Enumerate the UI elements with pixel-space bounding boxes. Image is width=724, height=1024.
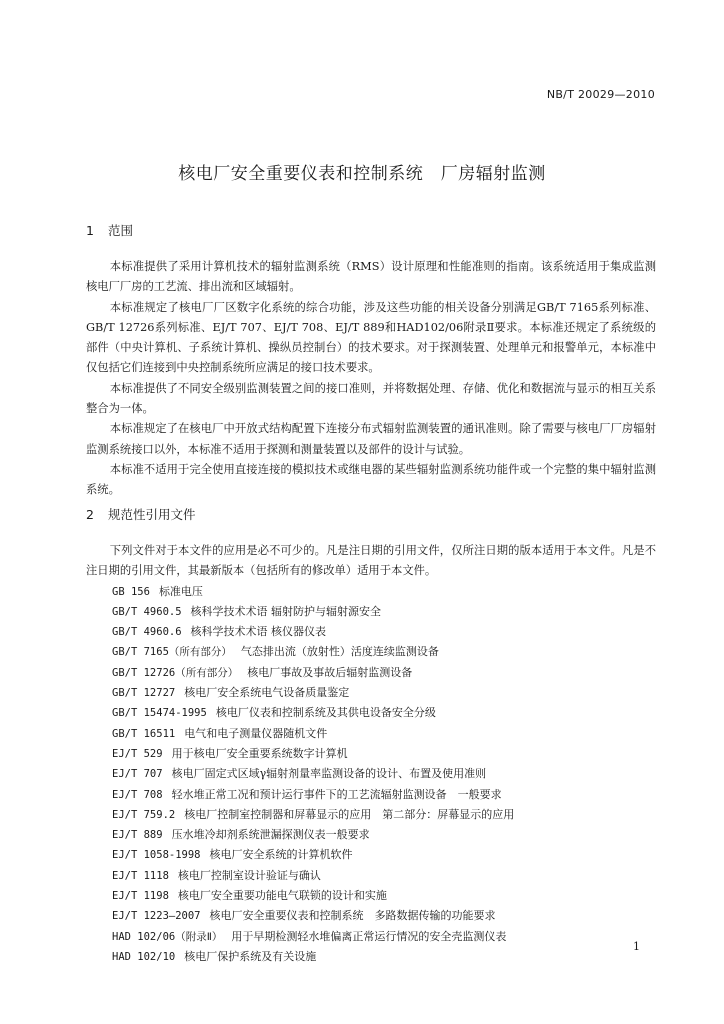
section-heading-scope (86, 221, 133, 239)
reference-code: GB/T 4960.5 (112, 605, 182, 618)
reference-title: 核电厂安全重要仪表和控制系统 多路数据传输的功能要求 (209, 909, 496, 923)
reference-code: EJ/T 889 (112, 829, 163, 842)
paragraph: 本标准提供了不同安全级别监测装置之间的接口准则，并将数据处理、存储、优化和数据流与显示的相互关系整合为一体。 (86, 381, 656, 416)
reference-code: GB/T 7165（所有部分） (112, 646, 232, 659)
reference-title: 用于核电厂安全重要系统数字计算机 (171, 746, 348, 760)
section-heading-normative-references (86, 505, 196, 523)
page-title: 核电厂安全重要仪表和控制系统 厂房辐射监测 (178, 164, 546, 184)
reference-title: 用于早期检测轻水堆偏离正常运行情况的安全壳监测仪表 (231, 929, 507, 943)
reference-item (86, 663, 656, 683)
reference-list (86, 582, 656, 968)
section-number: 1 (86, 223, 94, 238)
reference-code: GB/T 16511 (112, 727, 176, 740)
reference-item (86, 785, 656, 805)
reference-title: 核电厂安全系统电气设备质量鉴定 (184, 686, 350, 700)
reference-title: 压水堆冷却剂系统泄漏探测仪表一般要求 (171, 828, 370, 842)
reference-item (86, 825, 656, 845)
reference-item (86, 683, 656, 703)
reference-title: 气态排出流（放射性）活度连续监测设备 (240, 645, 439, 659)
page-number: 1 (633, 940, 640, 953)
reference-code: HAD 102/10 (112, 950, 176, 963)
reference-item (86, 845, 656, 865)
reference-item (86, 602, 656, 622)
paragraph: 本标准规定了在核电厂中开放式结构配置下连接分布式辐射监测装置的通讯准则。除了需要与核电厂厂房辐射监测系统接口以外，本标准不适用于探测和测量装置以及部件的设计与试验。 (86, 422, 656, 456)
reference-item (86, 744, 656, 764)
reference-title: 核电厂固定式区域γ辐射剂量率监测设备的设计、布置及使用准则 (171, 767, 487, 781)
reference-code: EJ/T 708 (112, 788, 163, 801)
reference-code: EJ/T 1198 (112, 890, 169, 903)
reference-title: 核电厂安全系统的计算机软件 (209, 848, 353, 862)
reference-code: EJ/T 1118 (112, 869, 169, 882)
paragraph: 下列文件对于本文件的应用是必不可少的。凡是注日期的引用文件，仅所注日期的版本适用于本文件。凡是不注日期的引用文件，其最新版本（包括所有的修改单）适用于本文件。 (86, 544, 656, 578)
paragraph: 本标准不适用于完全使用直接连接的模拟技术或继电器的某些辐射监测系统功能件或一个完整的集中辐射监测系统。 (86, 462, 656, 497)
section-title: 规范性引用文件 (108, 507, 196, 522)
reference-item (86, 703, 656, 723)
reference-item (86, 582, 656, 602)
section-body-scope (86, 257, 656, 501)
reference-item (86, 805, 656, 825)
section-title: 范围 (108, 223, 134, 238)
reference-title: 核电厂控制室控制器和屏幕显示的应用 第二部分：屏幕显示的应用 (184, 807, 515, 821)
reference-title: 核电厂安全重要功能电气联锁的设计和实施 (177, 889, 387, 903)
reference-title: 核电厂事故及事故后辐射监测设备 (247, 665, 413, 679)
paragraph: 本标准提供了采用计算机技术的辐射监测系统（RMS）设计原理和性能准则的指南。该系统适用于集成监测核电厂厂房的工艺流、排出流和区域辐射。 (86, 260, 656, 294)
reference-code: EJ/T 1223—2007 (112, 910, 201, 923)
reference-code: EJ/T 707 (112, 768, 163, 781)
section-number: 2 (86, 507, 94, 522)
reference-title: 核电厂控制室设计验证与确认 (177, 868, 321, 882)
reference-code: EJ/T 529 (112, 747, 163, 760)
reference-title: 核电厂仪表和控制系统及其供电设备安全分级 (215, 706, 436, 720)
reference-item (86, 866, 656, 886)
reference-code: HAD 102/06（附录Ⅱ） (112, 930, 223, 943)
reference-code: GB/T 12727 (112, 687, 176, 700)
reference-item (86, 622, 656, 642)
reference-title: 轻水堆正常工况和预计运行事件下的工艺流辐射监测设备 一般要求 (171, 787, 502, 801)
reference-title: 电气和电子测量仪器随机文件 (184, 726, 328, 740)
section-body-normative-references (86, 541, 656, 967)
reference-code: EJ/T 759.2 (112, 808, 176, 821)
reference-item (86, 642, 656, 662)
reference-title: 核科学技术术语 辐射防护与辐射源安全 (190, 604, 382, 618)
reference-item (86, 906, 656, 926)
reference-item (86, 724, 656, 744)
reference-item (86, 927, 656, 947)
reference-code: GB 156 (112, 585, 150, 598)
reference-title: 标准电压 (158, 584, 203, 598)
reference-title: 核科学技术术语 核仪器仪表 (190, 625, 327, 639)
reference-code: EJ/T 1058-1998 (112, 849, 201, 862)
reference-item (86, 764, 656, 784)
reference-title: 核电厂保护系统及有关设施 (184, 949, 317, 963)
reference-item (86, 886, 656, 906)
reference-code: GB/T 12726（所有部分） (112, 666, 239, 679)
standard-code: NB/T 20029—2010 (546, 88, 655, 101)
reference-item (86, 947, 656, 967)
paragraph: 本标准规定了核电厂厂区数字化系统的综合功能，涉及这些功能的相关设备分别满足GB/T 7165系列标准、GB/T 12726系列标准、EJ/T 707、EJ/T 708、EJ/T 889和HAD102/06附录Ⅱ要求。本标准还规定了系统级的部件（中央计算机、子系统计算机、操纵员控制台）的技术要求。对于探测装置、处理单元和报警单元，本标准中仅包括它们连接到中央控制系统所应满足的接口技术要求。 (86, 300, 656, 375)
reference-code: GB/T 15474-1995 (112, 707, 207, 720)
reference-code: GB/T 4960.6 (112, 626, 182, 639)
